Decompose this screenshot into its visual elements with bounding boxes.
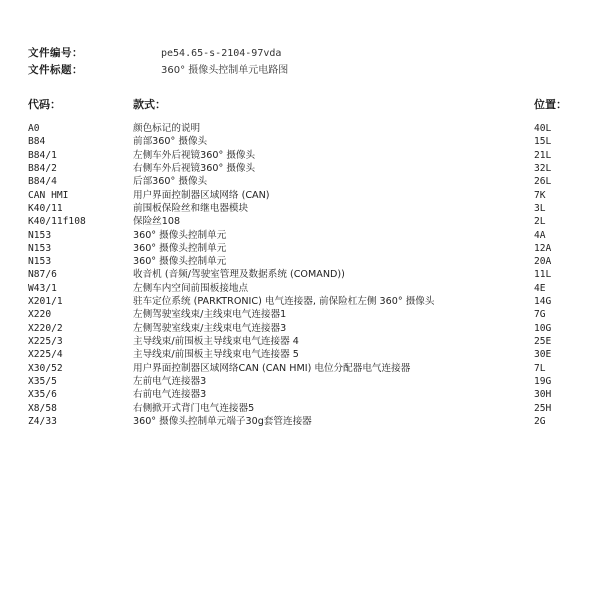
code-column-header: 代码： (28, 98, 61, 111)
component-position: 32L (534, 162, 552, 174)
component-description: 主导线束/前围板主导线束电气连接器 4 (133, 336, 299, 347)
component-position: 20A (534, 256, 552, 268)
table-row (28, 348, 588, 361)
component-code: N153 (28, 229, 52, 241)
component-position: 3L (534, 202, 546, 214)
table-row (28, 135, 588, 148)
component-position: 11L (534, 269, 552, 281)
table-row (28, 282, 588, 295)
component-code: N153 (28, 242, 52, 254)
component-code: X201/1 (28, 296, 63, 308)
position-column-header: 位置： (534, 98, 567, 111)
table-row (28, 215, 588, 228)
component-position: 12A (534, 242, 552, 254)
component-position: 14G (534, 296, 552, 308)
component-code: B84/1 (28, 149, 57, 161)
table-row (28, 189, 588, 202)
file-number-label: 文件编号： (28, 47, 83, 59)
table-row (28, 335, 588, 348)
component-description: 后部360° 摄像头 (133, 176, 208, 188)
component-description: 左侧车内空间前围板接地点 (133, 282, 249, 294)
component-description: 右前电气连接器3 (133, 389, 207, 401)
component-position: 19G (534, 375, 552, 387)
component-position: 30H (534, 389, 552, 401)
component-code: X220 (28, 309, 52, 321)
table-header (28, 98, 578, 112)
table-row (28, 162, 588, 175)
component-description: 用户界面控制器区域网络CAN (CAN HMI) 电位分配器电气连接器 (133, 362, 411, 374)
component-position: 30E (534, 349, 552, 361)
table-row (28, 322, 588, 335)
component-code: A0 (28, 123, 40, 134)
component-list (28, 122, 588, 428)
component-code: X8/58 (28, 402, 57, 414)
component-code: W43/1 (28, 282, 57, 294)
file-number-value: pe54.65-s-2104-97vda (161, 48, 282, 59)
component-description: 360° 摄像头控制单元 (133, 242, 227, 254)
component-code: N87/6 (28, 269, 57, 281)
component-description: 颜色标记的说明 (133, 123, 201, 134)
component-description: 360° 摄像头控制单元 (133, 256, 227, 268)
component-position: 25H (534, 402, 552, 414)
component-code: K40/11f108 (28, 216, 86, 228)
component-code: CAN HMI (28, 189, 69, 201)
component-description: 左前电气连接器3 (133, 375, 207, 387)
component-position: 21L (534, 149, 552, 161)
table-row (28, 122, 588, 135)
component-position: 2L (534, 216, 546, 228)
table-row (28, 388, 588, 401)
component-code: X220/2 (28, 322, 63, 334)
component-code: X225/3 (28, 336, 63, 347)
component-description: 收音机 (音频/驾驶室管理及数据系统 (COMAND)) (133, 269, 345, 281)
component-description: 前部360° 摄像头 (133, 136, 208, 148)
component-description: 驻车定位系统 (PARKTRONIC) 电气连接器, 前保险杠左侧 360° 摄像头 (133, 296, 435, 308)
table-row (28, 415, 588, 428)
table-row (28, 308, 588, 321)
component-position: 7G (534, 309, 546, 321)
component-description: 360° 摄像头控制单元 (133, 229, 227, 241)
table-row (28, 295, 588, 308)
table-row (28, 402, 588, 415)
file-title-label: 文件标题： (28, 64, 83, 76)
component-description: 360° 摄像头控制单元端子30g套管连接器 (133, 415, 312, 427)
component-description: 右侧掀开式背门电气连接器5 (133, 402, 255, 414)
component-position: 4A (534, 229, 546, 241)
component-description: 左侧车外后视镜360° 摄像头 (133, 149, 256, 161)
component-position: 7L (534, 362, 546, 374)
component-description: 用户界面控制器区域网络 (CAN) (133, 189, 270, 201)
component-description: 主导线束/前围板主导线束电气连接器 5 (133, 349, 299, 361)
component-position: 4E (534, 282, 546, 294)
description-column-header: 款式： (133, 98, 166, 111)
component-description: 左侧驾驶室线束/主线束电气连接器3 (133, 322, 287, 334)
component-position: 7K (534, 189, 546, 201)
table-row (28, 149, 588, 162)
table-row (28, 229, 588, 242)
component-code: B84/2 (28, 162, 57, 174)
table-row (28, 242, 588, 255)
component-position: 15L (534, 136, 552, 148)
component-position: 25E (534, 336, 552, 347)
table-row (28, 255, 588, 268)
component-description: 保险丝108 (133, 216, 181, 228)
component-code: X225/4 (28, 349, 63, 361)
component-description: 右侧车外后视镜360° 摄像头 (133, 162, 256, 174)
component-code: N153 (28, 256, 52, 268)
file-title-value: 360° 摄像头控制单元电路图 (161, 65, 289, 76)
component-description: 左侧驾驶室线束/主线束电气连接器1 (133, 309, 287, 321)
component-code: B84 (28, 136, 46, 148)
component-code: X30/52 (28, 362, 63, 374)
table-row (28, 202, 588, 215)
component-position: 2G (534, 415, 546, 427)
component-code: X35/6 (28, 389, 57, 401)
table-row (28, 375, 588, 388)
table-row (28, 268, 588, 281)
component-code: K40/11 (28, 202, 63, 214)
component-code: B84/4 (28, 176, 57, 188)
component-description: 前围板保险丝和继电器模块 (133, 202, 249, 214)
component-code: Z4/33 (28, 415, 57, 427)
component-code: X35/5 (28, 375, 57, 387)
component-position: 10G (534, 322, 552, 334)
table-row (28, 362, 588, 375)
component-position: 40L (534, 123, 552, 134)
table-row (28, 175, 588, 188)
component-position: 26L (534, 176, 552, 188)
